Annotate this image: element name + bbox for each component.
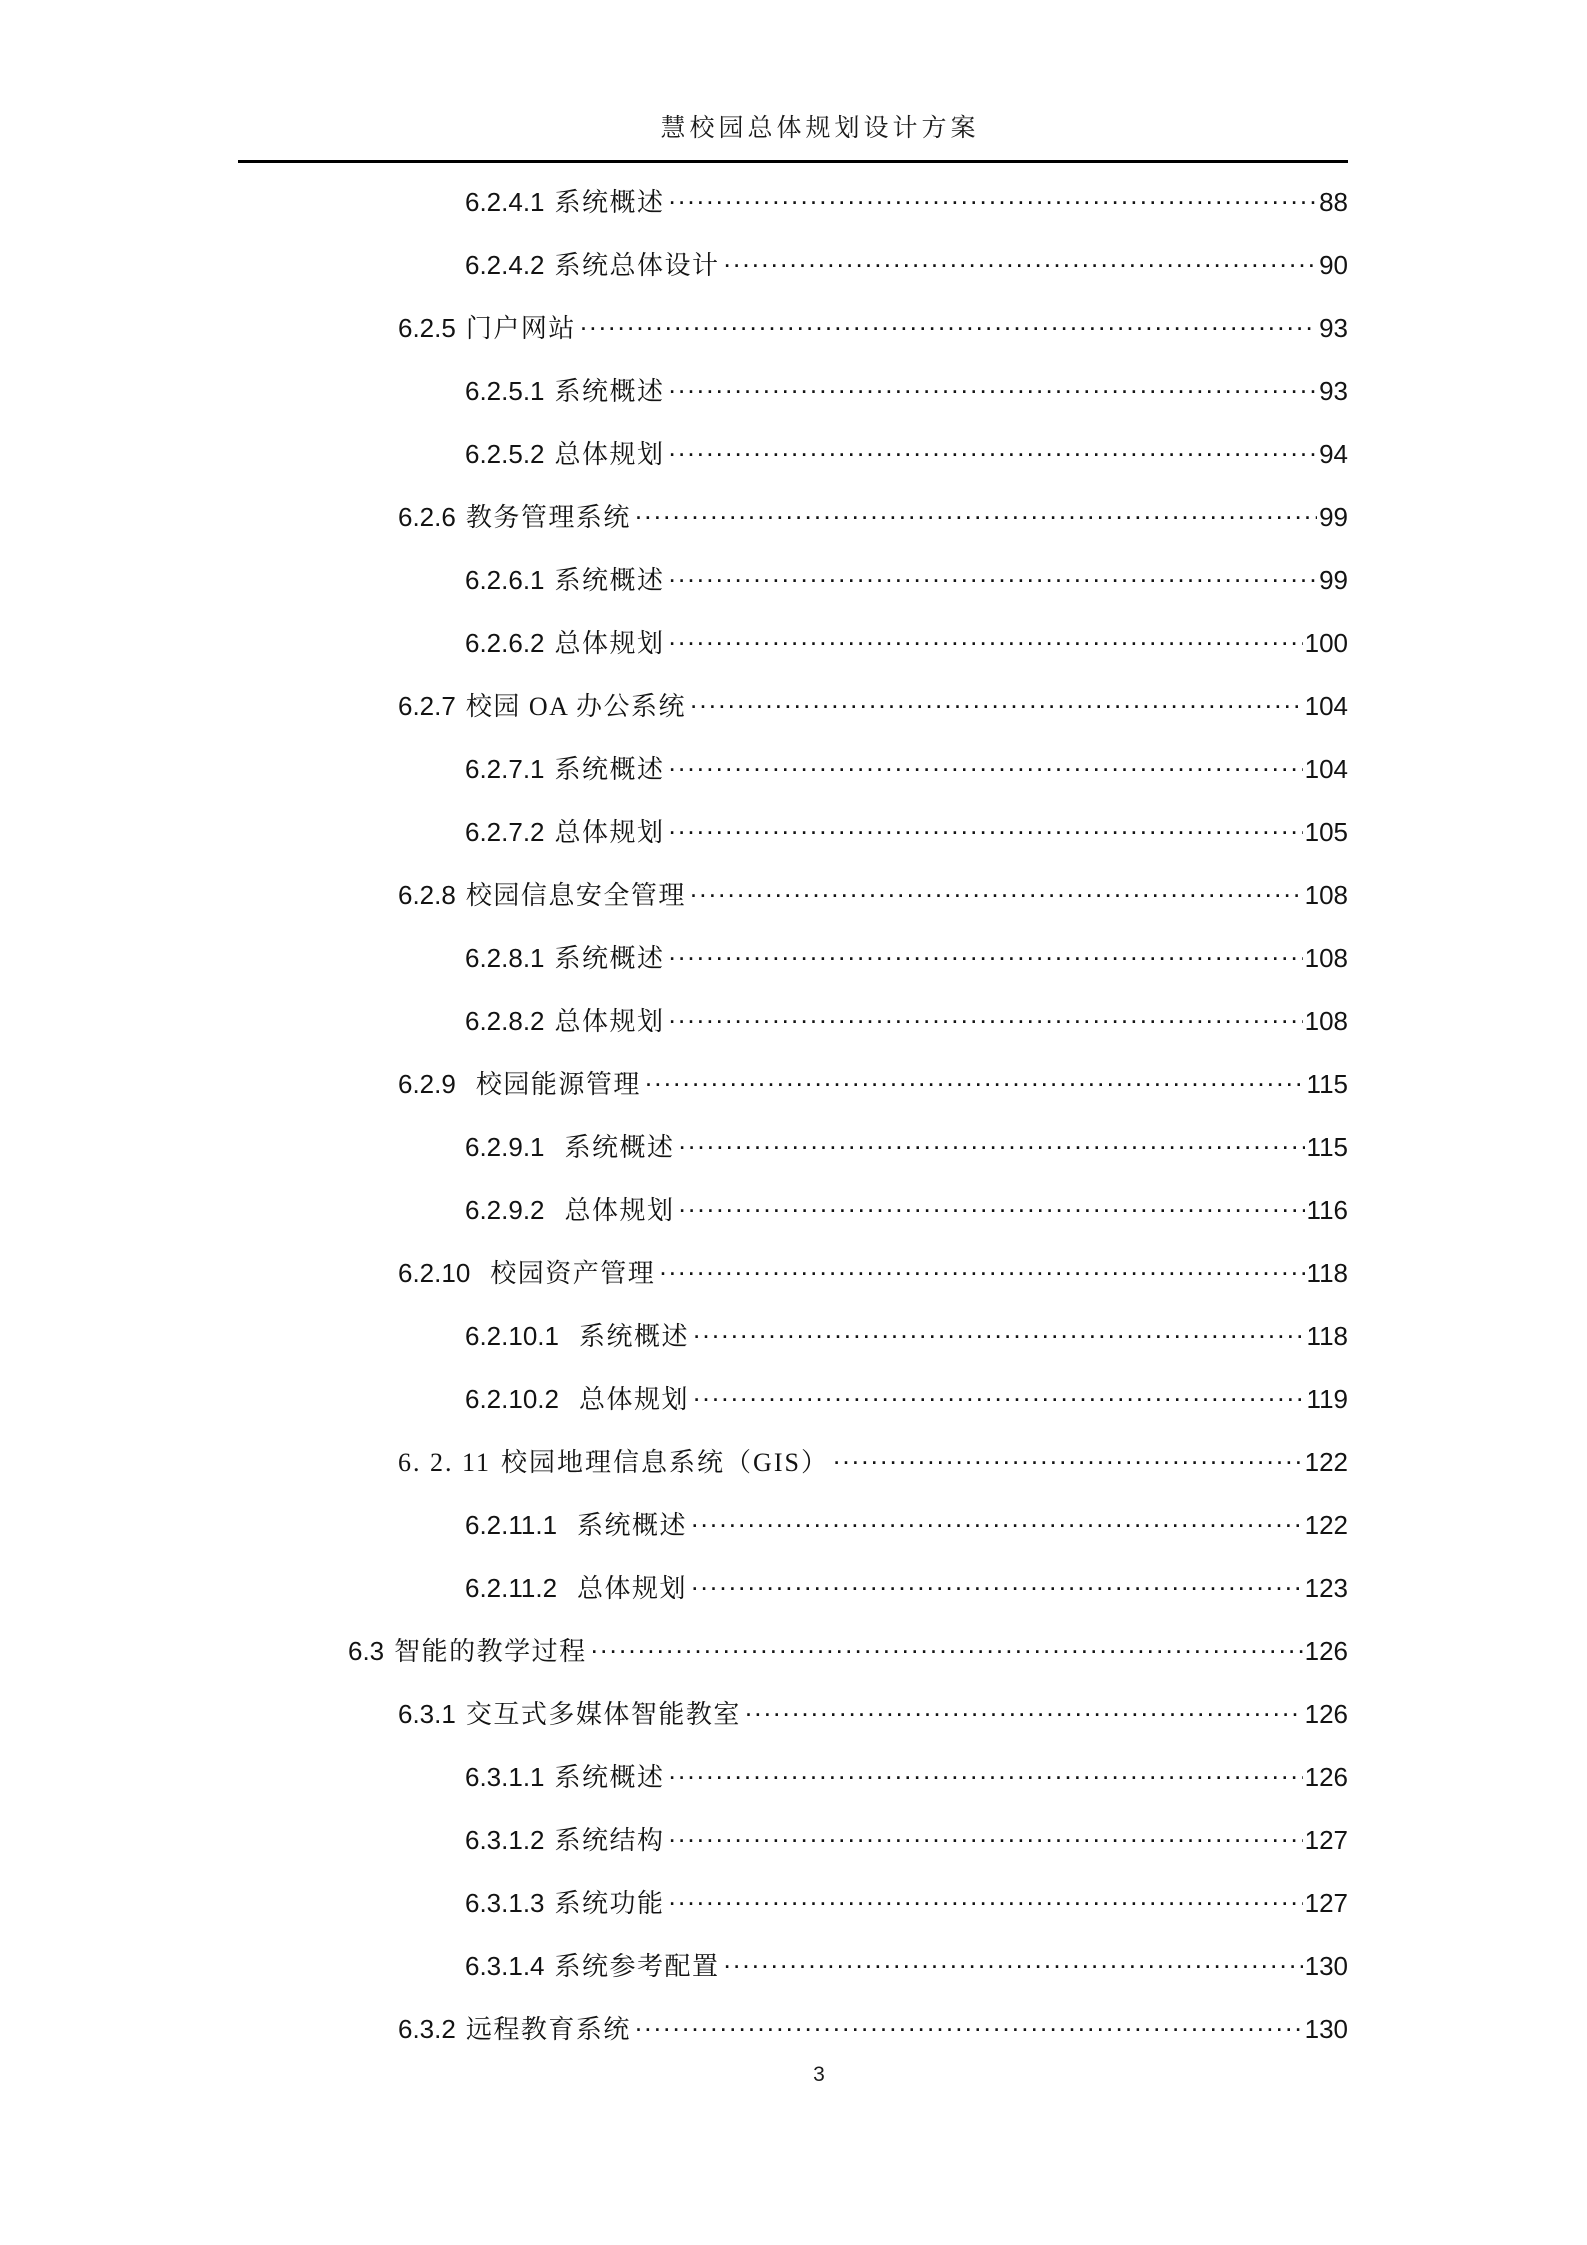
- toc-entry-title: 系统概述: [577, 1511, 688, 1540]
- toc-entry-title: 校园能源管理: [475, 1070, 641, 1099]
- toc-leader-dots: [669, 437, 1318, 463]
- toc-entry-title: 交互式多媒体智能教室: [465, 1700, 741, 1729]
- toc-entry[interactable]: [238, 1127, 1348, 1190]
- toc-entry[interactable]: [238, 875, 1348, 938]
- toc-entry-page-number: 88: [1319, 187, 1348, 217]
- toc-leader-dots: [669, 563, 1318, 589]
- header-rule: [238, 160, 1348, 163]
- toc-entry-page-number: 127: [1304, 1825, 1348, 1855]
- toc-entry-page-number: 126: [1304, 1636, 1348, 1666]
- toc-entry[interactable]: [238, 623, 1348, 686]
- toc-entry-number: 6.2.11.1: [465, 1510, 558, 1540]
- toc-leader-dots: [669, 374, 1318, 400]
- toc-entry-number: 6.2.10.2: [465, 1384, 559, 1414]
- toc-entry-title: 系统概述: [554, 377, 665, 406]
- toc-leader-dots: [745, 1697, 1303, 1723]
- toc-entry-page-number: 105: [1304, 817, 1348, 847]
- toc-leader-dots: [724, 1949, 1303, 1975]
- toc-entry[interactable]: [238, 497, 1348, 560]
- toc-entry-title: 门户网站: [465, 314, 576, 343]
- toc-entry[interactable]: [238, 1001, 1348, 1064]
- toc-entry[interactable]: [238, 1694, 1348, 1757]
- toc-leader-dots: [580, 311, 1317, 337]
- toc-entry-number: 6.3.1: [398, 1699, 456, 1729]
- toc-entry-title: 系统概述: [564, 1133, 675, 1162]
- toc-entry-title: 总体规划: [554, 818, 665, 847]
- toc-entry-number: 6.2.7.2: [465, 817, 545, 847]
- toc-entry-title: 智能的教学过程: [394, 1637, 587, 1666]
- toc-leader-dots: [669, 1886, 1303, 1912]
- toc-entry[interactable]: [238, 245, 1348, 308]
- toc-leader-dots: [635, 2012, 1303, 2038]
- toc-entry-number: 6.2.9.2: [465, 1195, 545, 1225]
- toc-entry[interactable]: [238, 1757, 1348, 1820]
- toc-entry-title: 总体规划: [577, 1574, 688, 1603]
- toc-entry[interactable]: [238, 1064, 1348, 1127]
- toc-entry-page-number: 118: [1306, 1321, 1348, 1351]
- toc-leader-dots: [645, 1067, 1305, 1093]
- toc-entry[interactable]: [238, 1253, 1348, 1316]
- footer-page-number: 3: [813, 2063, 825, 2086]
- toc-leader-dots: [669, 1823, 1303, 1849]
- header-title: 慧校园总体规划设计方案: [660, 115, 980, 142]
- toc-entry-page-number: 94: [1319, 439, 1348, 469]
- toc-entry-number: 6.3.1.1: [465, 1762, 545, 1792]
- toc-leader-dots: [679, 1193, 1305, 1219]
- toc-leader-dots: [691, 1571, 1303, 1597]
- toc-entry-title: 系统总体设计: [554, 251, 720, 280]
- toc-leader-dots: [679, 1130, 1305, 1156]
- toc-entry-page-number: 119: [1306, 1384, 1348, 1414]
- toc-entry-page-number: 126: [1304, 1699, 1348, 1729]
- toc-entry-number: 6. 2. 11: [398, 1448, 492, 1477]
- toc-entry-page-number: 104: [1304, 754, 1348, 784]
- toc-entry-page-number: 108: [1304, 1006, 1348, 1036]
- toc-entry-number: 6.2.11.2: [465, 1573, 558, 1603]
- toc-entry[interactable]: [238, 938, 1348, 1001]
- toc-entry-title: 系统概述: [578, 1322, 689, 1351]
- toc-entry-number: 6.2.4.1: [465, 187, 545, 217]
- toc-leader-dots: [690, 878, 1303, 904]
- page-header: [238, 108, 1350, 144]
- toc-entry-number: 6.3: [348, 1636, 385, 1666]
- toc-entry-page-number: 99: [1319, 565, 1348, 595]
- toc-entry-number: 6.3.1.2: [465, 1825, 545, 1855]
- toc-entry[interactable]: [238, 371, 1348, 434]
- toc-entry-number: 6.2.5: [398, 313, 456, 343]
- toc-leader-dots: [669, 185, 1318, 211]
- toc-entry[interactable]: [238, 1379, 1348, 1442]
- toc-entry[interactable]: [238, 1316, 1348, 1379]
- toc-entry-number: 6.2.9: [398, 1069, 456, 1099]
- toc-entry-page-number: 126: [1304, 1762, 1348, 1792]
- toc-leader-dots: [691, 1508, 1303, 1534]
- toc-entry-number: 6.3.1.3: [465, 1888, 545, 1918]
- toc-entry[interactable]: [238, 434, 1348, 497]
- toc-entry-title: 总体规划: [554, 1007, 665, 1036]
- toc-entry-number: 6.2.5.1: [465, 376, 545, 406]
- toc-entry-title: 系统概述: [554, 566, 665, 595]
- toc-entry[interactable]: [238, 1820, 1348, 1883]
- toc-leader-dots: [724, 248, 1318, 274]
- toc-entry-number: 6.2.8.1: [465, 943, 545, 973]
- toc-entry-page-number: 108: [1304, 880, 1348, 910]
- toc-entry-page-number: 130: [1304, 2014, 1348, 2044]
- toc-entry-title: 校园资产管理: [490, 1259, 656, 1288]
- table-of-contents: [238, 182, 1348, 2072]
- toc-entry[interactable]: [238, 1946, 1348, 2009]
- toc-leader-dots: [669, 752, 1303, 778]
- page-footer: [238, 2063, 1348, 2087]
- toc-entry-page-number: 118: [1306, 1258, 1348, 1288]
- toc-entry[interactable]: [238, 308, 1348, 371]
- toc-entry-number: 6.2.10: [398, 1258, 471, 1288]
- toc-entry[interactable]: [238, 1631, 1348, 1694]
- toc-entry-title: 系统结构: [554, 1826, 665, 1855]
- toc-entry-page-number: 90: [1319, 250, 1348, 280]
- toc-entry-title: 系统参考配置: [554, 1952, 720, 1981]
- toc-entry[interactable]: [238, 749, 1348, 812]
- toc-entry-title: 总体规划: [554, 629, 665, 658]
- toc-leader-dots: [669, 626, 1303, 652]
- toc-entry-page-number: 100: [1304, 628, 1348, 658]
- toc-entry[interactable]: [238, 1568, 1348, 1631]
- toc-entry[interactable]: [238, 182, 1348, 245]
- toc-entry-title: 远程教育系统: [465, 2015, 631, 2044]
- toc-entry-page-number: 108: [1304, 943, 1348, 973]
- toc-entry-number: 6.2.5.2: [465, 439, 545, 469]
- toc-entry-page-number: 115: [1306, 1132, 1348, 1162]
- toc-entry-number: 6.2.8.2: [465, 1006, 545, 1036]
- toc-leader-dots: [669, 815, 1303, 841]
- toc-entry[interactable]: [238, 560, 1348, 623]
- toc-entry-title: 校园信息安全管理: [465, 881, 686, 910]
- toc-entry[interactable]: [238, 812, 1348, 875]
- toc-entry[interactable]: [238, 1883, 1348, 1946]
- toc-entry-title: 系统概述: [554, 755, 665, 784]
- toc-entry-number: 6.2.10.1: [465, 1321, 559, 1351]
- toc-entry[interactable]: [238, 686, 1348, 749]
- toc-leader-dots: [833, 1445, 1303, 1471]
- toc-leader-dots: [690, 689, 1303, 715]
- toc-entry-number: 6.2.6.2: [465, 628, 545, 658]
- toc-entry-page-number: 127: [1304, 1888, 1348, 1918]
- toc-entry[interactable]: [238, 1442, 1348, 1505]
- toc-entry-page-number: 123: [1304, 1573, 1348, 1603]
- toc-leader-dots: [669, 1760, 1303, 1786]
- toc-entry-number: 6.2.7: [398, 691, 456, 721]
- toc-leader-dots: [693, 1382, 1305, 1408]
- toc-leader-dots: [669, 941, 1303, 967]
- toc-leader-dots: [659, 1256, 1304, 1282]
- toc-entry-number: 6.2.7.1: [465, 754, 545, 784]
- toc-entry-title: 校园地理信息系统（GIS）: [501, 1448, 829, 1477]
- toc-entry-number: 6.2.4.2: [465, 250, 545, 280]
- toc-leader-dots: [669, 1004, 1303, 1030]
- toc-entry-title: 系统功能: [554, 1889, 665, 1918]
- toc-entry-title: 系统概述: [554, 188, 665, 217]
- toc-entry-number: 6.2.6: [398, 502, 456, 532]
- toc-entry-title: 总体规划: [564, 1196, 675, 1225]
- toc-entry-title: 总体规划: [554, 440, 665, 469]
- toc-entry-number: 6.2.8: [398, 880, 456, 910]
- toc-entry-title: 系统概述: [554, 1763, 665, 1792]
- toc-entry-page-number: 116: [1306, 1195, 1348, 1225]
- toc-leader-dots: [591, 1634, 1303, 1660]
- toc-entry-page-number: 104: [1304, 691, 1348, 721]
- toc-entry-page-number: 93: [1319, 376, 1348, 406]
- toc-leader-dots: [635, 500, 1317, 526]
- toc-entry-number: 6.3.2: [398, 2014, 456, 2044]
- toc-entry[interactable]: [238, 1505, 1348, 1568]
- toc-entry-number: 6.2.9.1: [465, 1132, 545, 1162]
- toc-entry-title: 总体规划: [578, 1385, 689, 1414]
- toc-entry-title: 校园 OA 办公系统: [465, 692, 686, 721]
- toc-entry-page-number: 122: [1304, 1447, 1348, 1477]
- toc-entry-title: 系统概述: [554, 944, 665, 973]
- toc-entry-page-number: 130: [1304, 1951, 1348, 1981]
- toc-leader-dots: [693, 1319, 1305, 1345]
- toc-entry-page-number: 115: [1306, 1069, 1348, 1099]
- toc-entry-page-number: 93: [1319, 313, 1348, 343]
- toc-entry-page-number: 99: [1319, 502, 1348, 532]
- toc-entry[interactable]: [238, 1190, 1348, 1253]
- toc-entry-page-number: 122: [1304, 1510, 1348, 1540]
- toc-entry-number: 6.3.1.4: [465, 1951, 545, 1981]
- toc-entry-title: 教务管理系统: [465, 503, 631, 532]
- toc-entry-number: 6.2.6.1: [465, 565, 545, 595]
